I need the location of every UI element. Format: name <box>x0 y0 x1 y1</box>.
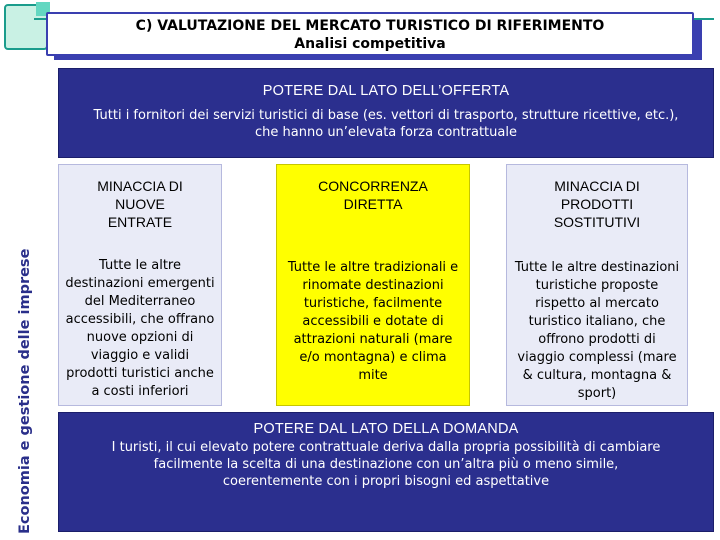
sidebar-label: Economia e gestione delle imprese <box>17 248 33 534</box>
supply-power-title: POTERE DAL LATO DELL’OFFERTA <box>262 83 510 99</box>
demand-power-panel <box>58 412 714 532</box>
supply-power-panel <box>58 68 714 158</box>
new-entrants-text: Tutte le altre destinazioni emergenti del Mediterraneo accessibili, che offrano nuove opzioni di viaggio e validi prodotti turistici anche a costi inferiori <box>65 258 215 399</box>
supply-power-text: Tutti i fornitori dei servizi turistici di base (es. vettori di trasporto, strutture ricettive, etc.), che hanno un’elevata forza contrattuale <box>93 108 679 140</box>
direct-competition-box <box>276 164 470 406</box>
slide-title-line1: C) VALUTAZIONE DEL MERCATO TURISTICO DI RIFERIMENTO <box>135 18 605 34</box>
demand-power-text: I turisti, il cui elevato potere contrattuale deriva dalla propria possibilità di cambiare facilmente la scelta di una destinazione con un’altra più o meno simile, coerentemente con i propri bisogni ed aspettative <box>111 440 661 489</box>
new-entrants-heading: MINACCIA DI NUOVE ENTRATE <box>97 178 183 230</box>
substitutes-text: Tutte le altre destinazioni turistiche proposte rispetto al mercato turistico italiano, che offrono prodotti di viaggio complessi (mare & cultura, montagna & sport) <box>514 260 680 401</box>
direct-competition-text: Tutte le altre tradizionali e rinomate destinazioni turistiche, facilmente accessibili e dotate di attrazioni naturali (mare e/o montagna) e clima mite <box>287 260 459 383</box>
demand-power-title: POTERE DAL LATO DELLA DOMANDA <box>253 421 519 437</box>
substitutes-box <box>506 164 688 406</box>
slide-title-line2: Analisi competitiva <box>294 36 446 52</box>
direct-competition-heading: CONCORRENZA DIRETTA <box>318 178 428 212</box>
substitutes-heading: MINACCIA DI PRODOTTI SOSTITUTIVI <box>553 178 641 230</box>
slide-title <box>46 12 694 56</box>
new-entrants-box <box>58 164 222 406</box>
